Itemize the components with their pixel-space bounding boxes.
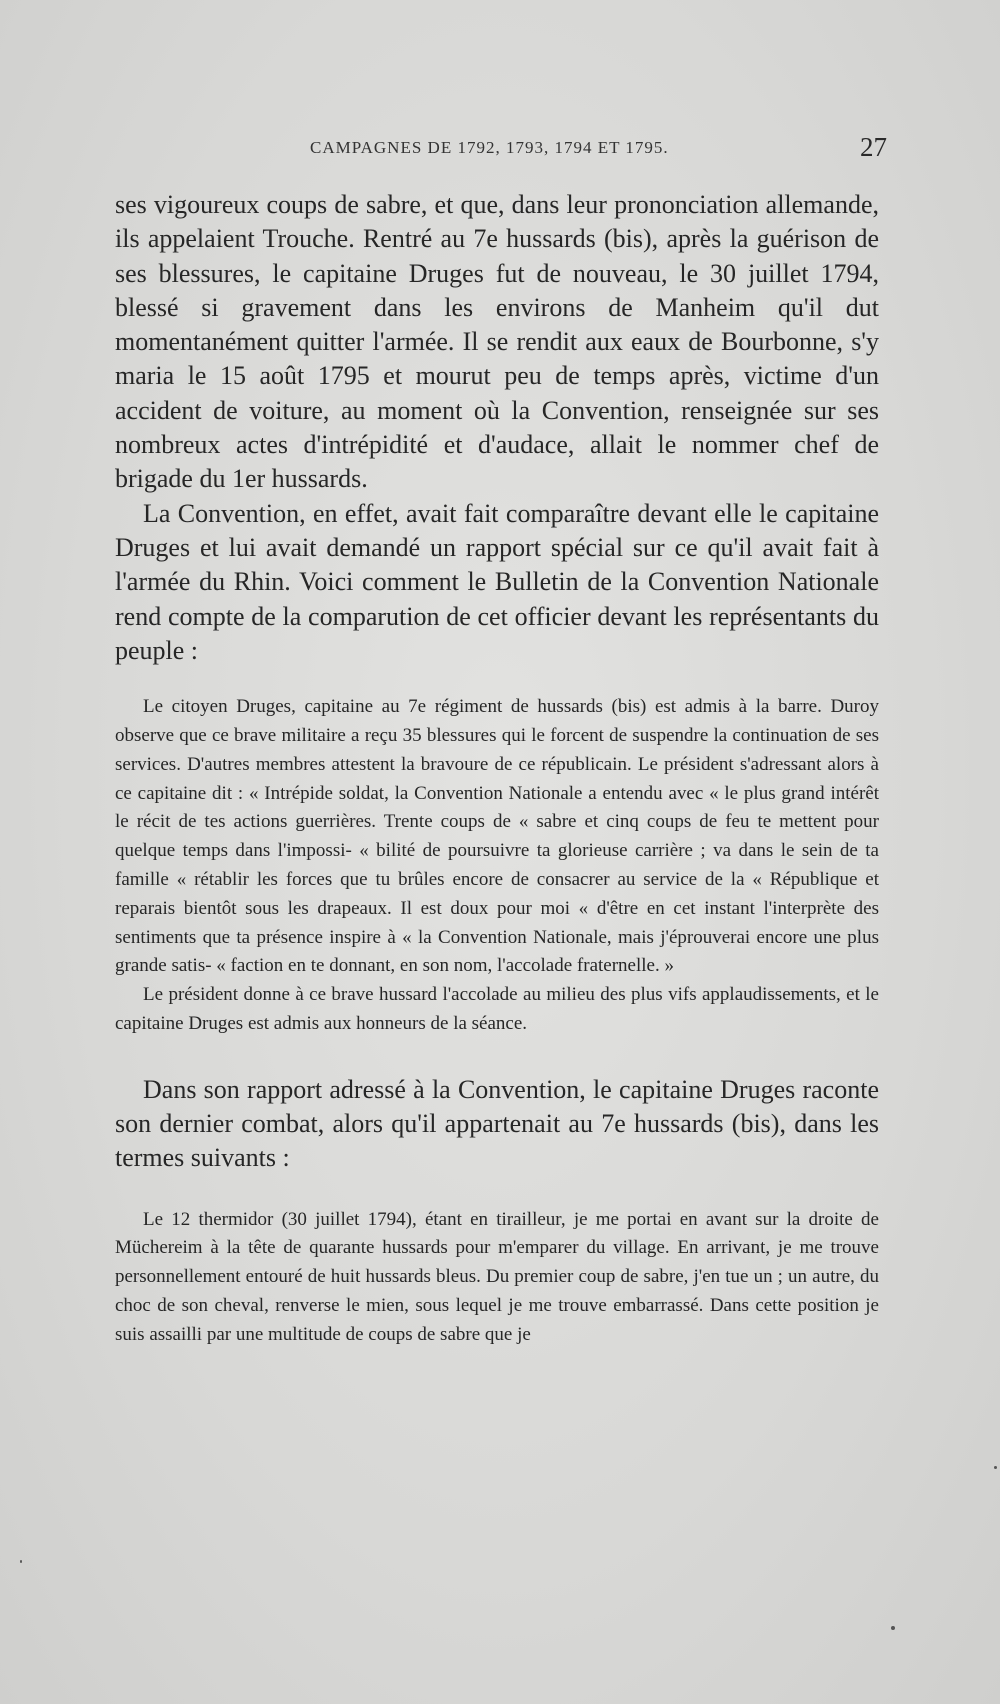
paper-speck: [20, 1560, 22, 1563]
paper-speck: [891, 1626, 895, 1630]
quote-thermidor: Le 12 thermidor (30 juillet 1794), étant en tirailleur, je me portai en avant sur la droite de Müchereim à la tête de quarante hussards pour m'emparer du village. En arrivant, je me trouve personnellement entouré de huit hussards bleus. Du premier coup de sabre, j'en tue un ; un autre, du choc de son cheval, renverse le mien, sous lequel je me trouve embarrassé. Dans cette position je suis assailli par une multitude de coups de sabre que je: [115, 1208, 879, 1345]
running-title: CAMPAGNES DE 1792, 1793, 1794 ET 1795.: [310, 138, 669, 157]
running-header: [115, 132, 887, 166]
spacer: [115, 1039, 879, 1073]
quote-accolade: Le président donne à ce brave hussard l'accolade au milieu des plus vifs applaudissements, et le capitaine Druges est admis aux honneurs de la séance.: [115, 984, 879, 1034]
page-number: 27: [860, 132, 887, 162]
spacer: [115, 1176, 879, 1206]
page-body: [115, 188, 879, 1350]
quote-bulletin: Le citoyen Druges, capitaine au 7e régiment de hussards (bis) est admis à la barre. Duroy observe que ce brave militaire a reçu 35 blessures qui le forcent de suspendre la continuation de ses services. D'autres membres attestent la bravoure de ce républicain. Le président s'adressant alors à ce capitaine dit : « Intrépide soldat, la Convention Nationale a entendu avec « le plus grand intérêt le récit de tes actions guerrières. Trente coups de « sabre et cinq coups de feu te mettent pour quelque temps dans l'impossi- « bilité de poursuivre ta glorieuse carrière ; va dans le sein de ta famille « rétablir les forces que tu brûles encore de consacrer au service de la « République et reparais bientôt sous les drapeaux. Il est doux pour moi « d'être en cet instant l'interprète des sentiments que ta présence inspire à « la Convention Nationale, mais j'éprouverai encore une plus grande satis- « faction en te donnant, en son nom, l'accolade fraternelle. »: [115, 696, 879, 977]
paragraph-convention: La Convention, en effet, avait fait comparaître devant elle le capitaine Druges et lui avait demandé un rapport spécial sur ce qu'il avait fait à l'armée du Rhin. Voici comment le Bulletin de la Convention Nationale rend compte de la comparution de cet officier devant les représentants du peuple :: [115, 498, 879, 665]
paragraph-rapport: Dans son rapport adressé à la Convention, le capitaine Druges raconte son dernier combat, alors qu'il appartenait au 7e hussards (bis), dans les termes suivants :: [115, 1074, 879, 1173]
paper-speck: [994, 1466, 997, 1469]
spacer: [115, 668, 879, 693]
paragraph-trouche: ses vigoureux coups de sabre, et que, dans leur prononciation allemande, ils appelaient Trouche. Rentré au 7e hussards (bis), après la guérison de ses blessures, le capitaine Druges fut de nouveau, le 30 juillet 1794, blessé si gravement dans les environs de Manheim qu'il dut momentanément quitter l'armée. Il se rendit aux eaux de Bourbonne, s'y maria le 15 août 1795 et mourut peu de temps après, victime d'un accident de voiture, au moment où la Convention, renseignée sur ses nombreux actes d'intrépidité et d'audace, allait le nommer chef de brigade du 1er hussards.: [115, 190, 879, 494]
